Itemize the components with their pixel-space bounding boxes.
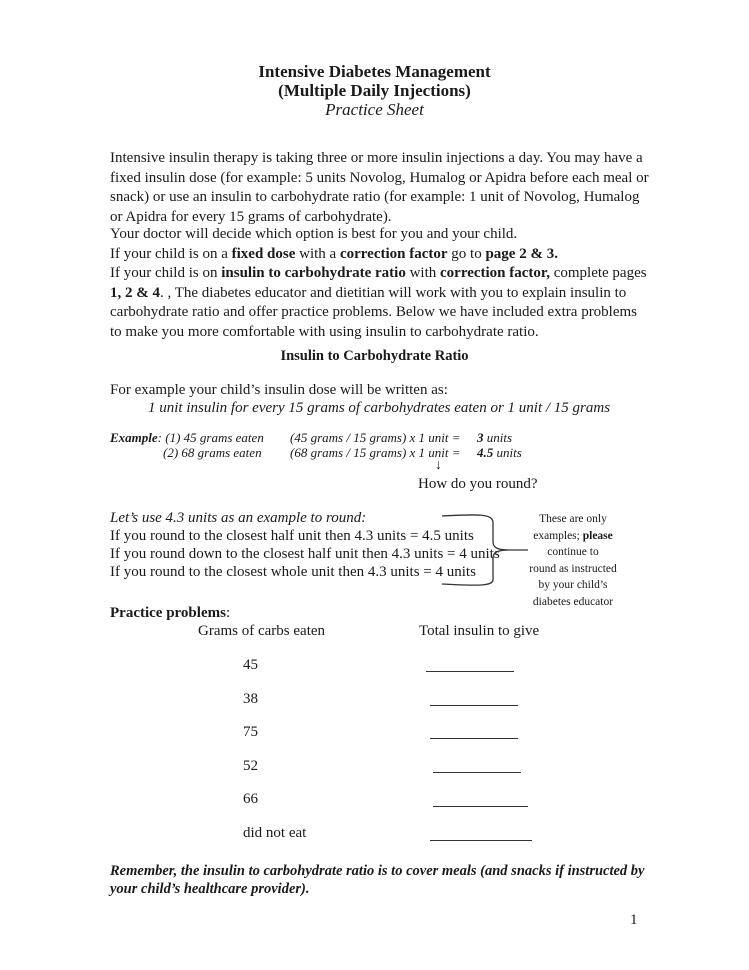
practice-row-4-carbs: 52 [243,758,258,774]
options-paragraph [110,225,650,342]
example-ratio: 1 unit insulin for every 15 grams of carbohydrates eaten or 1 unit / 15 grams [148,400,611,416]
section-heading: Insulin to Carbohydrate Ratio [280,348,469,364]
curly-brace-icon [440,510,530,590]
rounding-line-1: If you round to the closest half unit then 4.3 units = 4.5 units [110,528,474,544]
intro-paragraph: Intensive insulin therapy is taking three or more insulin injections a day. You may have a fixed insulin dose (for example: 5 units Novolog, Humalog or Apidra before each meal or snack) or use an insulin to carbohydrate ratio (for example: 1 unit of Novolog, Humalog or Apidra for every 15 grams of carbohydrate). [110,150,649,225]
example-row-2-result: 4.5 units [477,445,522,460]
document-subtitle: Practice Sheet [325,100,424,119]
practice-row-1-answer[interactable] [426,671,514,672]
practice-row-5-carbs: 66 [243,791,258,807]
practice-row-1-carbs: 45 [243,657,258,673]
col-header-insulin: Total insulin to give [419,623,540,639]
practice-row-5-answer[interactable] [433,806,528,807]
practice-row-4-answer[interactable] [433,772,521,773]
rounding-line-3: If you round to the closest whole unit then 4.3 units = 4 units [110,564,476,580]
document-title: Intensive Diabetes Management [258,62,491,81]
practice-row-6-carbs: did not eat [243,825,307,841]
col-header-carbs: Grams of carbs eaten [198,623,326,639]
practice-row-3-carbs: 75 [243,724,258,740]
practice-row-3-answer[interactable] [430,738,518,739]
practice-row-2-answer[interactable] [430,705,518,706]
example-intro: For example your child’s insulin dose will be written as: [110,382,448,398]
document-title-line2: (Multiple Daily Injections) [278,81,471,100]
rounding-question: How do you round? [418,476,538,492]
example-row-2-calc: (68 grams / 15 grams) x 1 unit = [290,445,461,460]
down-arrow-icon: ↓ [435,458,442,473]
options-line1: Your doctor will decide which option is best for you and your child. [110,226,518,242]
example-row-1-calc: (45 grams / 15 grams) x 1 unit = [290,430,461,445]
practice-row-2-carbs: 38 [243,691,258,707]
rounding-intro: Let’s use 4.3 units as an example to round: [110,510,367,526]
rounding-side-note: These are only examples; please continue to round as instructed by your child’s diabetes educator [529,513,617,608]
practice-heading: Practice problems: [110,605,231,621]
options-line3: If your child is on insulin to carbohydrate ratio with correction factor, complete pages 1, 2 & 4. , The diabetes educator and dietitian will work with you to explain insulin to carbohydrate ratio and offer practice problems. Below we have included extra problems to make you more comfortable with using insulin to carbohydrate ratio. [110,265,647,340]
options-line2: If your child is on a fixed dose with a correction factor go to page 2 & 3. [110,245,558,262]
reminder-note: Remember, the insulin to carbohydrate ratio is to cover meals (and snacks if instructed by your child’s healthcare provider). [110,863,645,897]
example-row-1-left: Example: (1) 45 grams eaten [110,430,264,445]
example-row-2-left: (2) 68 grams eaten [163,445,262,460]
example-row-1-result: 3 units [477,430,513,445]
practice-row-6-answer[interactable] [430,840,532,841]
rounding-line-2: If you round down to the closest half unit then 4.3 units = 4 units [110,546,500,562]
page-number: 1 [630,912,638,928]
